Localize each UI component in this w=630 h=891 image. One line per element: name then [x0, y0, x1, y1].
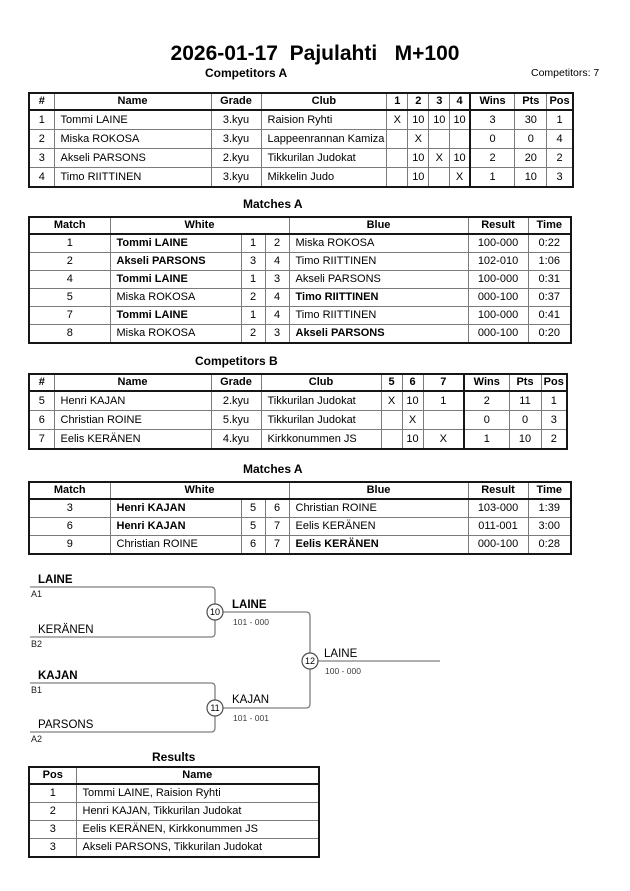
- cell-blue-name: Eelis KERÄNEN: [289, 536, 468, 555]
- cell-blue-num: 4: [265, 307, 289, 325]
- cell-pts: 0: [515, 130, 547, 149]
- cell-round1: X: [387, 110, 408, 130]
- cell-num: 7: [29, 430, 54, 450]
- cell-round2: 10: [408, 168, 429, 188]
- bracket-player-name: LAINE: [38, 574, 73, 586]
- section-heading-matches-a: Matches A: [243, 197, 303, 211]
- cell-blue-name: Timo RIITTINEN: [289, 253, 468, 271]
- cell-pos: 3: [541, 411, 567, 430]
- cell-name: Henri KAJAN, Tikkurilan Judokat: [76, 803, 319, 821]
- col-header-round4: 4: [450, 93, 470, 110]
- cell-num: 4: [29, 168, 54, 188]
- cell-pts: 10: [509, 430, 541, 450]
- match-row: [29, 307, 571, 325]
- cell-name: Tommi LAINE: [54, 110, 211, 130]
- cell-white-name: Henri KAJAN: [110, 518, 241, 536]
- cell-blue-num: 3: [265, 271, 289, 289]
- cell-pts: 20: [515, 149, 547, 168]
- cell-round6: 10: [402, 430, 423, 450]
- cell-white-num: 6: [241, 536, 265, 555]
- cell-club: Lappeenrannan Kamiza: [261, 130, 387, 149]
- bracket-player-name: KAJAN: [38, 670, 78, 682]
- cell-pos: 3: [547, 168, 573, 188]
- cell-white-name: Tommi LAINE: [110, 271, 241, 289]
- cell-wins: 0: [464, 411, 509, 430]
- cell-num: 2: [29, 130, 54, 149]
- col-header-club: Club: [261, 93, 387, 110]
- col-header-round1: 1: [387, 93, 408, 110]
- cell-name: Akseli PARSONS: [54, 149, 211, 168]
- cell-wins: 2: [464, 391, 509, 411]
- cell-blue-num: 3: [265, 325, 289, 344]
- bracket-winner-name: LAINE: [232, 599, 267, 611]
- col-header-pts: Pts: [515, 93, 547, 110]
- cell-result: 100-000: [468, 307, 528, 325]
- col-header-name: Name: [76, 767, 319, 784]
- cell-grade: 3.kyu: [211, 110, 261, 130]
- cell-match-number: 3: [29, 499, 110, 518]
- cell-match-number: 4: [29, 271, 110, 289]
- cell-white-name: Miska ROKOSA: [110, 289, 241, 307]
- result-row: [29, 839, 319, 858]
- cell-wins: 1: [470, 168, 515, 188]
- cell-round4: X: [450, 168, 470, 188]
- col-header-pos: Pos: [29, 767, 76, 784]
- cell-white-num: 2: [241, 325, 265, 344]
- cell-match-number: 2: [29, 253, 110, 271]
- bracket-seed-label: A1: [31, 589, 43, 599]
- cell-round6: 10: [402, 391, 423, 411]
- cell-blue-name: Eelis KERÄNEN: [289, 518, 468, 536]
- cell-pos: 1: [29, 784, 76, 803]
- competitor-row: [29, 130, 573, 149]
- cell-pos: 3: [29, 839, 76, 858]
- cell-club: Mikkelin Judo: [261, 168, 387, 188]
- cell-result: 100-000: [468, 271, 528, 289]
- cell-round4: [450, 130, 470, 149]
- cell-time: 1:06: [528, 253, 571, 271]
- cell-club: Kirkkonummen JS: [261, 430, 381, 450]
- col-header-round7: 7: [423, 374, 464, 391]
- bracket-seed-label: A2: [31, 734, 43, 744]
- col-header-round2: 2: [408, 93, 429, 110]
- match-row: [29, 518, 571, 536]
- match-row: [29, 499, 571, 518]
- cell-club: Tikkurilan Judokat: [261, 411, 381, 430]
- section-heading-results: Results: [152, 750, 196, 764]
- match-row: [29, 253, 571, 271]
- cell-blue-num: 4: [265, 253, 289, 271]
- cell-time: 0:37: [528, 289, 571, 307]
- col-header-grade: Grade: [211, 93, 261, 110]
- cell-white-name: Christian ROINE: [110, 536, 241, 555]
- cell-wins: 2: [470, 149, 515, 168]
- col-header-wins: Wins: [464, 374, 509, 391]
- cell-white-num: 1: [241, 271, 265, 289]
- result-row: [29, 803, 319, 821]
- col-header-num: #: [29, 93, 54, 110]
- cell-pos: 4: [547, 130, 573, 149]
- cell-round4: 10: [450, 110, 470, 130]
- cell-name: Henri KAJAN: [54, 391, 211, 411]
- bracket-player-name: PARSONS: [38, 719, 94, 731]
- cell-round1: [387, 168, 408, 188]
- cell-white-name: Miska ROKOSA: [110, 325, 241, 344]
- section-heading-matches-b: Matches A: [243, 462, 303, 476]
- cell-time: 1:39: [528, 499, 571, 518]
- cell-blue-num: 7: [265, 536, 289, 555]
- section-heading-competitors-a: Competitors A: [205, 66, 288, 80]
- col-header-pts: Pts: [509, 374, 541, 391]
- table-header-row: [29, 374, 567, 391]
- competitor-row: [29, 391, 567, 411]
- cell-white-name: Tommi LAINE: [110, 307, 241, 325]
- cell-grade: 2.kyu: [211, 391, 261, 411]
- cell-round7: X: [423, 430, 464, 450]
- col-header-match: Match: [29, 217, 110, 234]
- bracket-winner-name: LAINE: [324, 648, 358, 660]
- cell-time: 0:41: [528, 307, 571, 325]
- cell-pos: 2: [29, 803, 76, 821]
- col-header-time: Time: [528, 217, 571, 234]
- cell-wins: 3: [470, 110, 515, 130]
- cell-round4: 10: [450, 149, 470, 168]
- col-header-wins: Wins: [470, 93, 515, 110]
- cell-blue-name: Akseli PARSONS: [289, 271, 468, 289]
- cell-pos: 1: [541, 391, 567, 411]
- cell-round5: [381, 430, 402, 450]
- competitor-row: [29, 411, 567, 430]
- match-score: 100 - 000: [325, 666, 361, 676]
- cell-pts: 0: [509, 411, 541, 430]
- cell-round2: 10: [408, 149, 429, 168]
- match-number: 10: [209, 607, 221, 617]
- bracket-seed-label: B2: [31, 639, 43, 649]
- bracket-player-name: KERÄNEN: [38, 624, 94, 636]
- match-row: [29, 536, 571, 555]
- cell-result: 000-100: [468, 325, 528, 344]
- cell-round6: X: [402, 411, 423, 430]
- cell-white-name: Akseli PARSONS: [110, 253, 241, 271]
- cell-name: Miska ROKOSA: [54, 130, 211, 149]
- match-row: [29, 271, 571, 289]
- col-header-match: Match: [29, 482, 110, 499]
- cell-round2: 10: [408, 110, 429, 130]
- table-header-row: [29, 482, 571, 499]
- col-header-name: Name: [54, 93, 211, 110]
- cell-white-num: 3: [241, 253, 265, 271]
- section-heading-competitors-b: Competitors B: [195, 354, 278, 368]
- col-header-pos: Pos: [547, 93, 573, 110]
- cell-name: Akseli PARSONS, Tikkurilan Judokat: [76, 839, 319, 858]
- cell-round7: 1: [423, 391, 464, 411]
- cell-blue-num: 2: [265, 234, 289, 253]
- cell-match-number: 6: [29, 518, 110, 536]
- col-header-grade: Grade: [211, 374, 261, 391]
- cell-grade: 2.kyu: [211, 149, 261, 168]
- col-header-time: Time: [528, 482, 571, 499]
- competitors-a-table: [28, 92, 574, 188]
- col-header-result: Result: [468, 482, 528, 499]
- cell-name: Christian ROINE: [54, 411, 211, 430]
- competitor-row: [29, 168, 573, 188]
- cell-name: Eelis KERÄNEN, Kirkkonummen JS: [76, 821, 319, 839]
- col-header-pos: Pos: [541, 374, 567, 391]
- match-row: [29, 234, 571, 253]
- cell-result: 103-000: [468, 499, 528, 518]
- cell-result: 000-100: [468, 536, 528, 555]
- cell-num: 5: [29, 391, 54, 411]
- cell-grade: 3.kyu: [211, 168, 261, 188]
- cell-blue-num: 4: [265, 289, 289, 307]
- cell-blue-name: Miska ROKOSA: [289, 234, 468, 253]
- result-row: [29, 784, 319, 803]
- col-header-name: Name: [54, 374, 211, 391]
- cell-blue-num: 7: [265, 518, 289, 536]
- col-header-round5: 5: [381, 374, 402, 391]
- col-header-club: Club: [261, 374, 381, 391]
- cell-time: 0:20: [528, 325, 571, 344]
- bracket-seed-label: B1: [31, 685, 43, 695]
- cell-pts: 10: [515, 168, 547, 188]
- cell-blue-name: Timo RIITTINEN: [289, 289, 468, 307]
- match-score: 101 - 000: [233, 617, 269, 627]
- competitors-count: Competitors: 7: [531, 67, 600, 79]
- cell-num: 6: [29, 411, 54, 430]
- cell-pos: 1: [547, 110, 573, 130]
- match-number: 11: [210, 703, 220, 713]
- col-header-white: White: [110, 217, 289, 234]
- competitors-b-table: [28, 373, 568, 450]
- cell-white-num: 1: [241, 234, 265, 253]
- match-number: 12: [304, 656, 316, 666]
- cell-round3: 10: [429, 110, 450, 130]
- cell-white-name: Henri KAJAN: [110, 499, 241, 518]
- cell-name: Tommi LAINE, Raision Ryhti: [76, 784, 319, 803]
- cell-round1: [387, 149, 408, 168]
- cell-grade: 5.kyu: [211, 411, 261, 430]
- col-header-num: #: [29, 374, 54, 391]
- cell-result: 102-010: [468, 253, 528, 271]
- cell-match-number: 9: [29, 536, 110, 555]
- bracket-diagram: [24, 566, 444, 756]
- result-row: [29, 821, 319, 839]
- cell-club: Tikkurilan Judokat: [261, 149, 387, 168]
- cell-round3: [429, 168, 450, 188]
- cell-blue-num: 6: [265, 499, 289, 518]
- cell-match-number: 7: [29, 307, 110, 325]
- cell-white-name: Tommi LAINE: [110, 234, 241, 253]
- cell-grade: 4.kyu: [211, 430, 261, 450]
- cell-time: 0:22: [528, 234, 571, 253]
- cell-num: 3: [29, 149, 54, 168]
- cell-pts: 30: [515, 110, 547, 130]
- cell-round2: X: [408, 130, 429, 149]
- results-table: [28, 766, 320, 858]
- cell-blue-name: Christian ROINE: [289, 499, 468, 518]
- cell-round5: X: [381, 391, 402, 411]
- cell-grade: 3.kyu: [211, 130, 261, 149]
- table-header-row: [29, 93, 573, 110]
- col-header-blue: Blue: [289, 482, 468, 499]
- matches-b-table: [28, 481, 572, 555]
- matches-a-table: [28, 216, 572, 344]
- cell-round3: X: [429, 149, 450, 168]
- col-header-round6: 6: [402, 374, 423, 391]
- cell-result: 011-001: [468, 518, 528, 536]
- cell-blue-name: Timo RIITTINEN: [289, 307, 468, 325]
- cell-match-number: 5: [29, 289, 110, 307]
- cell-time: 3:00: [528, 518, 571, 536]
- match-score: 101 - 001: [233, 713, 269, 723]
- cell-pos: 2: [547, 149, 573, 168]
- cell-round7: [423, 411, 464, 430]
- cell-pos: 2: [541, 430, 567, 450]
- competitor-row: [29, 110, 573, 130]
- cell-match-number: 1: [29, 234, 110, 253]
- cell-name: Eelis KERÄNEN: [54, 430, 211, 450]
- page-title: 2026-01-17 Pajulahti M+100: [170, 42, 460, 65]
- cell-round3: [429, 130, 450, 149]
- cell-time: 0:28: [528, 536, 571, 555]
- cell-round1: [387, 130, 408, 149]
- cell-match-number: 8: [29, 325, 110, 344]
- cell-blue-name: Akseli PARSONS: [289, 325, 468, 344]
- cell-pos: 3: [29, 821, 76, 839]
- cell-num: 1: [29, 110, 54, 130]
- cell-white-num: 2: [241, 289, 265, 307]
- cell-club: Tikkurilan Judokat: [261, 391, 381, 411]
- cell-wins: 0: [470, 130, 515, 149]
- competitor-row: [29, 430, 567, 450]
- match-row: [29, 325, 571, 344]
- cell-result: 100-000: [468, 234, 528, 253]
- cell-time: 0:31: [528, 271, 571, 289]
- cell-pts: 11: [509, 391, 541, 411]
- col-header-white: White: [110, 482, 289, 499]
- col-header-blue: Blue: [289, 217, 468, 234]
- cell-white-num: 5: [241, 518, 265, 536]
- cell-wins: 1: [464, 430, 509, 450]
- cell-round5: [381, 411, 402, 430]
- col-header-result: Result: [468, 217, 528, 234]
- cell-white-num: 5: [241, 499, 265, 518]
- cell-white-num: 1: [241, 307, 265, 325]
- match-row: [29, 289, 571, 307]
- table-header-row: [29, 767, 319, 784]
- table-header-row: [29, 217, 571, 234]
- cell-result: 000-100: [468, 289, 528, 307]
- cell-name: Timo RIITTINEN: [54, 168, 211, 188]
- cell-club: Raision Ryhti: [261, 110, 387, 130]
- bracket-winner-name: KAJAN: [232, 694, 270, 706]
- col-header-round3: 3: [429, 93, 450, 110]
- competitor-row: [29, 149, 573, 168]
